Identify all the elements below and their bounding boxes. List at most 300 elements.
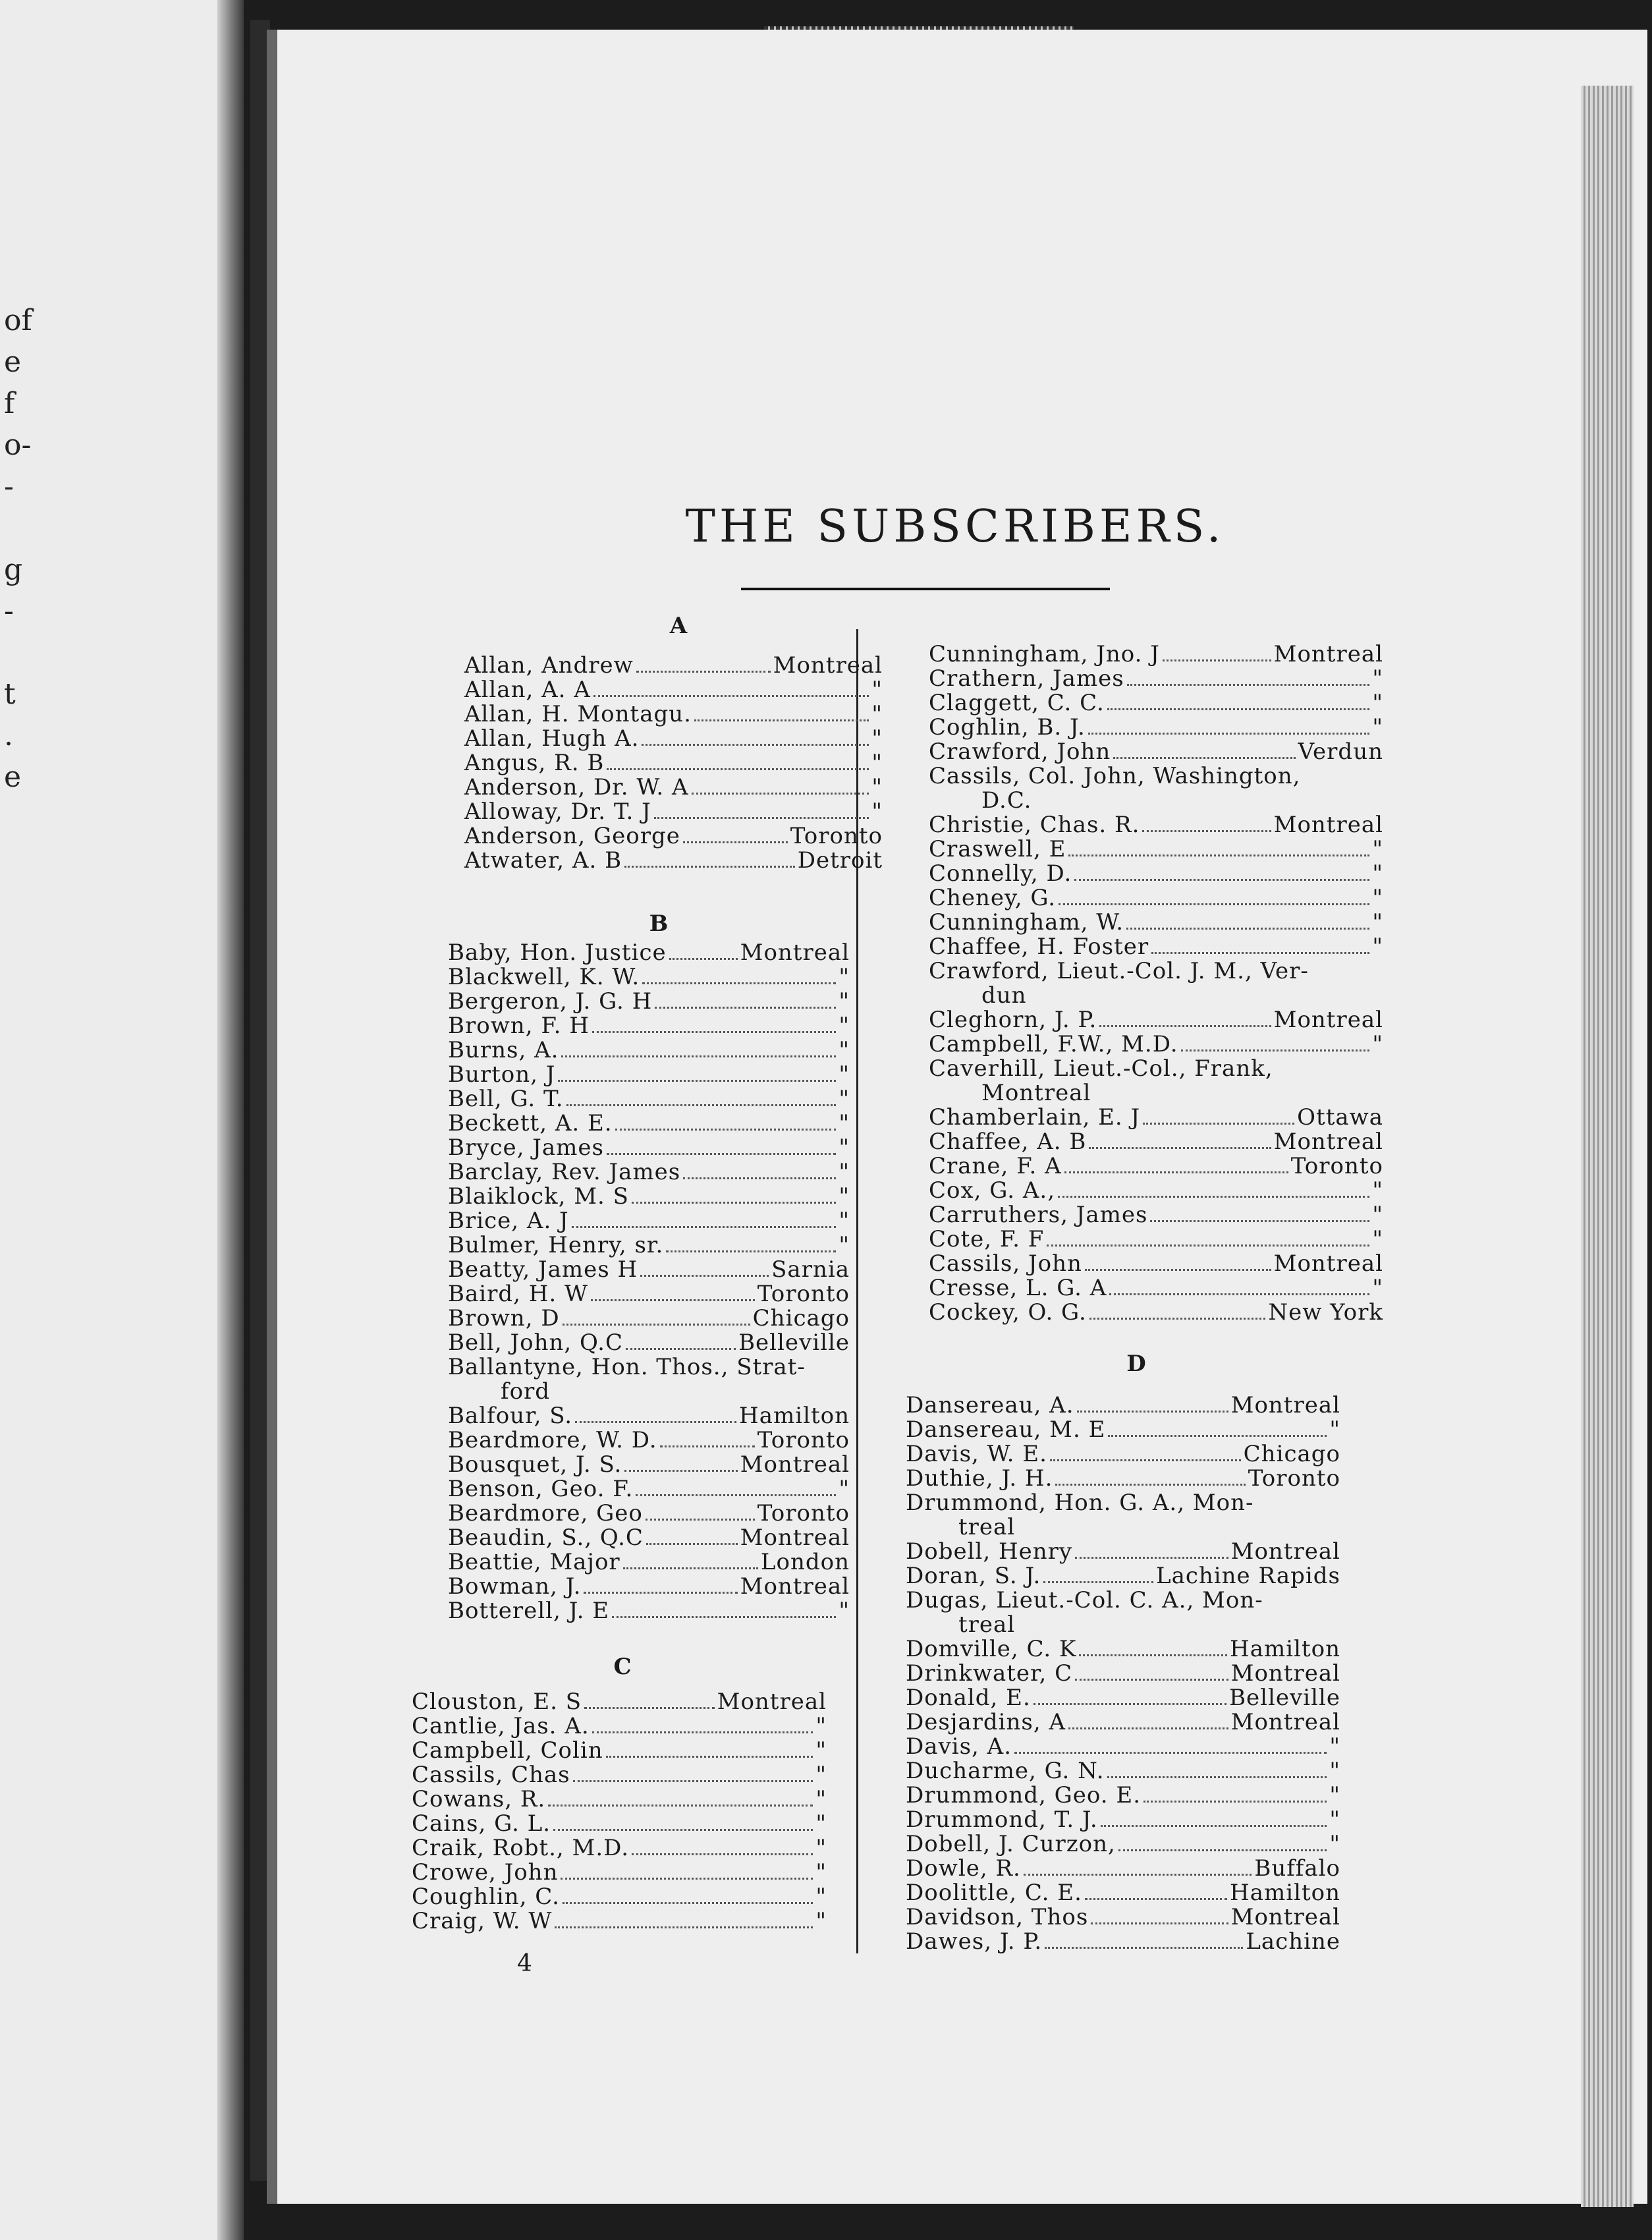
dot-leader (1101, 1818, 1327, 1827)
subscriber-entry (906, 1662, 1340, 1686)
dot-leader (666, 1244, 836, 1252)
subscriber-name: Anderson, George (464, 823, 680, 849)
subscriber-entry (448, 1453, 850, 1477)
subscriber-entry (906, 1637, 1340, 1662)
fragment-line: of (4, 304, 32, 337)
subscriber-place: " (1372, 665, 1383, 692)
subscriber-entry (464, 751, 883, 775)
subscriber-name: Crathern, James (929, 665, 1124, 692)
subscriber-entry (412, 1787, 827, 1812)
dot-leader (1033, 1696, 1226, 1705)
subscriber-place: " (839, 1086, 850, 1112)
subscriber-place: " (871, 677, 883, 703)
subscriber-name: Bousquet, J. S. (448, 1451, 622, 1478)
subscriber-name: Donald, E. (906, 1685, 1031, 1711)
subscriber-place: " (1329, 1782, 1340, 1808)
subscriber-name: Ducharme, G. N. (906, 1758, 1105, 1784)
subscriber-entry (464, 824, 883, 849)
dot-leader (592, 1024, 836, 1033)
subscriber-entry (929, 1057, 1383, 1106)
subscriber-name: Baby, Hon. Justice (448, 939, 667, 966)
subscriber-entry (929, 1301, 1383, 1325)
subscriber-place: " (1372, 1202, 1383, 1228)
subscriber-place: Montreal (1273, 641, 1383, 667)
dot-leader (1099, 1019, 1271, 1027)
subscriber-place: " (871, 750, 883, 776)
subscriber-name: Chamberlain, E. J (929, 1104, 1141, 1131)
subscriber-entry (906, 1735, 1340, 1759)
subscriber-place: Montreal (717, 1689, 827, 1715)
subscriber-name: Dowle, R. (906, 1855, 1021, 1882)
subscriber-name: Drummond, Geo. E. (906, 1782, 1142, 1808)
dot-leader (607, 762, 869, 770)
section-letter-b: B (649, 910, 669, 937)
subscriber-entry (448, 1038, 850, 1063)
subscriber-name: Bell, John, Q.C (448, 1330, 623, 1356)
subscriber-name: Dobell, J. Curzon, (906, 1831, 1116, 1857)
dot-leader (1079, 1648, 1227, 1656)
dot-leader (1074, 872, 1369, 881)
subscriber-entry (929, 642, 1383, 667)
subscriber-name: Caverhill, Lieut.-Col., Frank, (929, 1055, 1273, 1082)
subscriber-name: Cockey, O. G. (929, 1299, 1087, 1326)
section-letter-a: A (669, 613, 688, 639)
dot-leader (683, 835, 788, 843)
title-rule (741, 588, 1110, 590)
subscriber-name: Beattie, Major (448, 1549, 620, 1575)
subscriber-name: Davis, W. E. (906, 1441, 1047, 1467)
dot-leader (624, 859, 795, 868)
subscriber-entry (464, 727, 883, 751)
subscriber-entry (906, 1783, 1340, 1808)
dot-leader (640, 1268, 769, 1277)
dot-leader (558, 1073, 836, 1082)
dot-leader (1064, 1165, 1288, 1173)
subscriber-place: Chicago (752, 1305, 850, 1331)
dot-leader (584, 1585, 737, 1594)
dot-leader (1118, 1843, 1327, 1851)
dot-leader (561, 1871, 813, 1880)
dot-leader (553, 1822, 813, 1831)
subscriber-name: Alloway, Dr. T. J (464, 798, 651, 825)
subscriber-name: Drinkwater, C (906, 1660, 1073, 1687)
subscriber-name: Desjardins, A (906, 1709, 1066, 1735)
subscriber-place: " (1372, 860, 1383, 887)
subscriber-entry (929, 1008, 1383, 1032)
subscriber-entry (412, 1690, 827, 1714)
subscriber-place: Montreal (1273, 1129, 1383, 1155)
subscriber-name: Allan, Hugh A. (464, 725, 640, 752)
subscriber-place: Montreal (740, 1573, 850, 1600)
subscriber-place: Toronto (1248, 1465, 1340, 1492)
dot-leader (1075, 1672, 1228, 1681)
dot-leader (1068, 1721, 1228, 1729)
dot-leader (632, 1847, 813, 1855)
subscriber-place: " (1372, 1275, 1383, 1301)
dot-leader (1085, 1891, 1227, 1900)
subscriber-place: New York (1268, 1299, 1383, 1326)
subscriber-name: Cassils, Chas (412, 1762, 570, 1788)
subscriber-name: Cote, F. F (929, 1226, 1045, 1252)
subscriber-entry (448, 1599, 850, 1623)
subscriber-entry (906, 1686, 1340, 1710)
subscriber-name: Coghlin, B. J. (929, 714, 1086, 741)
subscriber-entry (906, 1418, 1340, 1442)
section-d-list (906, 1393, 1340, 1954)
dot-leader (1088, 726, 1370, 735)
facing-page-text-fragment (4, 300, 30, 798)
subscriber-name-continuation: ford (501, 1378, 551, 1405)
subscriber-name: Bulmer, Henry, sr. (448, 1232, 664, 1258)
subscriber-place: " (839, 1183, 850, 1210)
subscriber-entry (929, 1032, 1383, 1057)
dot-leader (1108, 1428, 1327, 1437)
subscriber-entry (464, 775, 883, 800)
dot-leader (593, 688, 869, 697)
subscriber-name: Craik, Robt., M.D. (412, 1835, 630, 1861)
dot-leader (1068, 848, 1369, 856)
subscriber-name: Chaffee, H. Foster (929, 934, 1149, 960)
subscriber-name: Connelly, D. (929, 860, 1072, 887)
dot-leader (654, 810, 869, 819)
subscriber-entry (906, 1930, 1340, 1954)
subscriber-place: Hamilton (739, 1403, 850, 1429)
book-gutter (217, 0, 244, 2240)
subscriber-entry (929, 813, 1383, 837)
subscriber-entry (448, 1526, 850, 1550)
subscriber-entry (448, 1575, 850, 1599)
dot-leader (606, 1749, 813, 1758)
subscriber-place: " (815, 1835, 827, 1861)
subscriber-place: Belleville (738, 1330, 850, 1356)
subscriber-place: Montreal (1273, 1250, 1383, 1277)
dot-leader (1077, 1404, 1228, 1413)
subscriber-place: " (1329, 1733, 1340, 1760)
subscriber-place: Toronto (1290, 1153, 1383, 1179)
subscriber-name: Campbell, F.W., M.D. (929, 1031, 1178, 1057)
dot-leader (572, 1219, 837, 1228)
subscriber-entry (448, 1136, 850, 1160)
dot-leader (1075, 1550, 1228, 1559)
dot-leader (1050, 1453, 1241, 1461)
subscriber-entry (448, 1185, 850, 1209)
subscriber-name: Balfour, S. (448, 1403, 573, 1429)
subscriber-name: Doolittle, C. E. (906, 1880, 1082, 1906)
subscriber-entry (448, 965, 850, 990)
subscriber-entry (464, 678, 883, 702)
dot-leader (615, 1122, 837, 1131)
subscriber-place: " (1329, 1806, 1340, 1833)
dot-leader (1107, 1770, 1327, 1778)
subscriber-name: Dawes, J. P. (906, 1928, 1043, 1955)
subscriber-entry (929, 862, 1383, 886)
subscriber-entry (929, 1252, 1383, 1276)
subscriber-place: Toronto (757, 1281, 850, 1307)
dot-leader (623, 1561, 758, 1569)
subscriber-entry (448, 1014, 850, 1038)
subscriber-place: " (1329, 1416, 1340, 1443)
subscriber-name: Crowe, John (412, 1859, 559, 1886)
subscriber-entry (448, 990, 850, 1014)
dot-leader (642, 737, 869, 746)
subscriber-name: Cains, G. L. (412, 1810, 551, 1837)
section-letter-c: C (613, 1654, 632, 1680)
subscriber-name: Cunningham, W. (929, 909, 1124, 936)
subscriber-place: " (815, 1737, 827, 1764)
subscriber-entry (906, 1857, 1340, 1881)
subscriber-entry (448, 1087, 850, 1111)
dot-leader (636, 664, 771, 673)
subscriber-place: Detroit (797, 847, 883, 874)
subscriber-place: " (839, 1013, 850, 1039)
subscriber-entry (412, 1739, 827, 1763)
section-c-list (412, 1690, 827, 1934)
subscriber-name: Blaiklock, M. S (448, 1183, 629, 1210)
subscriber-place: Montreal (740, 1525, 850, 1551)
section-c-continued-list (929, 642, 1383, 1325)
subscriber-entry (412, 1861, 827, 1885)
subscriber-name: Cresse, L. G. A (929, 1275, 1107, 1301)
fragment-line: . (4, 719, 13, 752)
fragment-line: g (4, 553, 23, 586)
subscriber-name: Brown, F. H (448, 1013, 590, 1039)
subscriber-name: Craswell, E (929, 836, 1066, 862)
subscriber-name: Burns, A. (448, 1037, 559, 1063)
subscriber-name: Crawford, John (929, 739, 1111, 765)
subscriber-name: Brown, D (448, 1305, 560, 1331)
subscriber-place: " (1372, 885, 1383, 911)
subscriber-entry (448, 1111, 850, 1136)
dot-leader (642, 976, 836, 984)
subscriber-entry (929, 1276, 1383, 1301)
subscriber-name: Angus, R. B (464, 750, 605, 776)
page-stack-edge (1581, 86, 1634, 2207)
subscriber-place: " (839, 1037, 850, 1063)
subscriber-place: Montreal (1273, 1007, 1383, 1033)
subscriber-name: Cowans, R. (412, 1786, 546, 1812)
dot-leader (1058, 1189, 1369, 1198)
dot-leader (566, 1098, 837, 1106)
subscriber-place: " (839, 1598, 850, 1624)
subscriber-name: Chaffee, A. B (929, 1129, 1087, 1155)
subscriber-name: Crawford, Lieut.-Col. J. M., Ver- (929, 958, 1309, 984)
subscriber-name: Brice, A. J (448, 1208, 569, 1234)
subscriber-place: " (871, 725, 883, 752)
dot-leader (563, 1895, 813, 1904)
fragment-line: e (4, 760, 22, 794)
subscriber-place: Montreal (740, 939, 850, 966)
subscriber-entry (448, 1233, 850, 1258)
subscriber-place: " (871, 798, 883, 825)
dot-leader (1043, 1575, 1153, 1583)
section-letter-d: D (1126, 1351, 1146, 1377)
subscriber-place: " (1372, 836, 1383, 862)
subscriber-name: Allan, Andrew (464, 652, 634, 679)
section-b-list (448, 941, 850, 1623)
subscriber-entry (929, 691, 1383, 715)
subscriber-entry (464, 800, 883, 824)
subscriber-place: " (1372, 690, 1383, 716)
subscriber-entry (448, 1355, 850, 1404)
subscriber-entry (448, 1501, 850, 1526)
subscriber-place: Toronto (790, 823, 883, 849)
dot-leader (646, 1536, 738, 1545)
subscriber-name: Claggett, C. C. (929, 690, 1105, 716)
subscriber-entry (906, 1759, 1340, 1783)
subscriber-name-continuation: treal (958, 1611, 1016, 1638)
subscriber-name: Cassils, John (929, 1250, 1082, 1277)
dot-leader (1014, 1745, 1327, 1754)
subscriber-place: Toronto (757, 1500, 850, 1526)
subscriber-name: Bowman, J. (448, 1573, 582, 1600)
dot-leader (1091, 1916, 1228, 1924)
subscriber-name: Duthie, J. H. (906, 1465, 1053, 1492)
dot-leader (563, 1317, 750, 1326)
subscriber-name: Cheney, G. (929, 885, 1057, 911)
subscriber-place: " (871, 774, 883, 800)
subscriber-place: Sarnia (771, 1256, 850, 1283)
subscriber-name: Drummond, Hon. G. A., Mon- (906, 1490, 1254, 1516)
subscriber-entry (448, 1282, 850, 1306)
subscriber-name: Ballantyne, Hon. Thos., Strat- (448, 1354, 806, 1380)
subscriber-place: Chicago (1243, 1441, 1340, 1467)
subscriber-entry (906, 1588, 1340, 1637)
subscriber-entry (906, 1905, 1340, 1930)
dot-leader (1150, 1214, 1369, 1222)
subscriber-entry (412, 1763, 827, 1787)
fragment-line: o- (4, 428, 32, 462)
subscriber-name: Beatty, James H (448, 1256, 638, 1283)
subscriber-place: Montreal (1230, 1392, 1340, 1418)
dot-leader (1047, 1238, 1369, 1246)
section-a-list (464, 654, 883, 873)
subscriber-place: Hamilton (1230, 1636, 1340, 1662)
subscriber-place: " (815, 1810, 827, 1837)
dot-leader (548, 1798, 813, 1806)
dot-leader (575, 1414, 736, 1423)
subscriber-place: " (839, 988, 850, 1015)
dot-leader (655, 1000, 836, 1009)
dot-leader (1127, 677, 1370, 686)
fragment-line: f (4, 387, 15, 420)
subscriber-name: Cunningham, Jno. J (929, 641, 1160, 667)
dot-leader (646, 1512, 755, 1521)
dot-leader (1143, 1116, 1294, 1125)
fragment-line: - (4, 470, 14, 503)
subscriber-place: " (1329, 1831, 1340, 1857)
subscriber-name: Allan, A. A (464, 677, 591, 703)
dot-leader (561, 1049, 836, 1057)
subscriber-name: Coughlin, C. (412, 1884, 560, 1910)
subscriber-entry (906, 1564, 1340, 1588)
subscriber-name: Craig, W. W (412, 1908, 553, 1934)
subscriber-entry (929, 1106, 1383, 1130)
subscriber-name: Dugas, Lieut.-Col. C. A., Mon- (906, 1587, 1263, 1613)
subscriber-name: Drummond, T. J. (906, 1806, 1098, 1833)
subscriber-name: Bell, G. T. (448, 1086, 564, 1112)
subscriber-name-continuation: D.C. (981, 787, 1032, 814)
subscriber-name: Christie, Chas. R. (929, 812, 1140, 838)
subscriber-name: Davis, A. (906, 1733, 1012, 1760)
dot-leader (1143, 1794, 1327, 1803)
subscriber-entry (448, 1404, 850, 1428)
subscriber-entry (929, 1227, 1383, 1252)
subscriber-entry (448, 1063, 850, 1087)
subscriber-place: " (839, 964, 850, 990)
subscriber-name: Burton, J (448, 1061, 556, 1088)
subscriber-place: Verdun (1298, 739, 1383, 765)
subscriber-entry (929, 910, 1383, 935)
subscriber-entry (412, 1836, 827, 1861)
subscriber-entry (906, 1467, 1340, 1491)
subscriber-place: Lachine Rapids (1156, 1563, 1340, 1589)
subscriber-place: " (815, 1762, 827, 1788)
subscriber-entry (929, 715, 1383, 740)
subscriber-place: " (1372, 1177, 1383, 1204)
subscriber-entry (929, 740, 1383, 764)
dot-leader (1181, 1043, 1370, 1051)
subscriber-name: Cleghorn, J. P. (929, 1007, 1097, 1033)
subscriber-name: Blackwell, K. W. (448, 964, 640, 990)
subscriber-entry (448, 1331, 850, 1355)
subscriber-place: " (1329, 1758, 1340, 1784)
subscriber-entry (412, 1909, 827, 1934)
subscriber-place: London (760, 1549, 850, 1575)
subscriber-place: Montreal (1273, 812, 1383, 838)
subscriber-entry (906, 1491, 1340, 1540)
dot-leader (1024, 1867, 1252, 1876)
subscriber-name: Allan, H. Montagu. (464, 701, 692, 727)
subscriber-name: Carruthers, James (929, 1202, 1148, 1228)
dot-leader (632, 1195, 836, 1204)
subscriber-entry (412, 1885, 827, 1909)
subscriber-entry (929, 1179, 1383, 1203)
subscriber-name: Doran, S. J. (906, 1563, 1041, 1589)
subscriber-place: " (1372, 909, 1383, 936)
subscriber-entry (412, 1812, 827, 1836)
subscriber-name: Cantlie, Jas. A. (412, 1713, 590, 1739)
subscriber-entry (906, 1710, 1340, 1735)
subscriber-place: Hamilton (1230, 1880, 1340, 1906)
dot-leader (683, 1171, 836, 1179)
dot-leader (1126, 921, 1369, 930)
dot-leader (626, 1341, 736, 1350)
subscriber-name: Domville, C. K (906, 1636, 1077, 1662)
subscriber-place: " (815, 1713, 827, 1739)
subscriber-name-continuation: dun (981, 982, 1027, 1009)
dot-leader (1151, 945, 1369, 954)
subscriber-place: " (839, 1208, 850, 1234)
subscriber-entry (448, 1306, 850, 1331)
subscriber-place: " (1372, 1031, 1383, 1057)
subscriber-entry (464, 654, 883, 678)
dot-leader (669, 951, 738, 960)
dot-leader (1085, 1262, 1271, 1271)
subscriber-place: " (839, 1232, 850, 1258)
dot-leader (584, 1700, 715, 1709)
dot-leader (1055, 1477, 1245, 1486)
subscriber-entry (929, 959, 1383, 1008)
subscriber-name: Davidson, Thos (906, 1904, 1089, 1930)
subscriber-place: Montreal (740, 1451, 850, 1478)
subscriber-place: Buffalo (1254, 1855, 1340, 1882)
subscriber-entry (448, 1477, 850, 1501)
subscriber-name: Clouston, E. S (412, 1689, 582, 1715)
dot-leader (591, 1293, 755, 1301)
subscriber-entry (906, 1540, 1340, 1564)
subscriber-place: " (871, 701, 883, 727)
dot-leader (1109, 1287, 1369, 1295)
